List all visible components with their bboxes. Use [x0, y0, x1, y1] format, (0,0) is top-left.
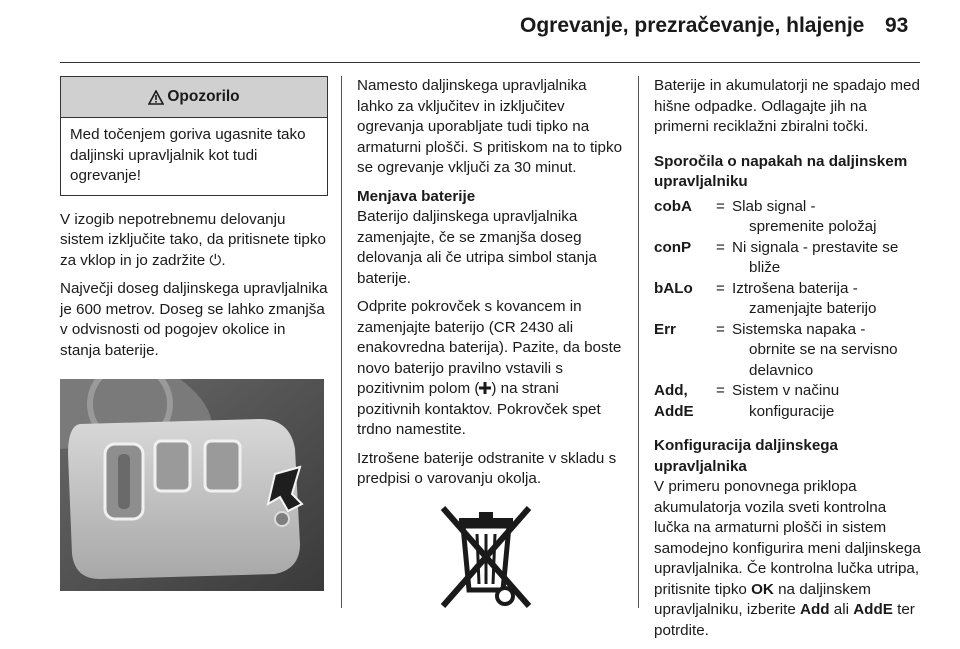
key-add: Add	[800, 601, 830, 618]
error-description	[732, 381, 922, 422]
warning-header	[61, 77, 327, 118]
column-divider-1	[341, 76, 342, 608]
key-ok: OK	[751, 580, 774, 598]
text-span: ali	[829, 601, 854, 618]
error-code	[654, 381, 716, 422]
description-line: obrnite se na servisno	[749, 341, 898, 358]
warning-title: Opozorilo	[167, 87, 240, 105]
error-description	[732, 238, 922, 279]
section-heading: Konfiguracija daljinskega upravljalnika	[654, 437, 838, 475]
description-line: Sistem v načinu	[732, 382, 840, 399]
description-line: Sistemska napaka -	[732, 320, 866, 338]
code-line: AddE	[654, 402, 694, 420]
error-description	[732, 279, 922, 320]
error-description	[732, 320, 922, 382]
text-span: V primeru ponovnega priklopa akumulatorja vozila sveti kontrolna lučka na armaturni plošči in sistem samodejno konfigurira meni daljinskega upravljalnika. Če kontrolna lučka utripa, pritisnite tipko	[654, 478, 921, 598]
dashboard-switch-photo	[60, 379, 324, 591]
section-heading: Sporočila o napakah na daljinskem upravljalniku	[654, 152, 908, 190]
code-line: Add,	[654, 382, 688, 399]
key-adde: AddE	[853, 601, 893, 618]
text-span: Odprite pokrovček s kovancem in zamenjajte baterijo (CR 2430 ali enakovredna baterija). Pazite, da boste novo baterijo pravilno vstavili s pozitivnim polom (	[357, 298, 622, 397]
page-title: Ogrevanje, prezračevanje, hlajenje	[520, 14, 865, 37]
text-span: ter potrdite.	[654, 601, 915, 639]
warning-text: Med točenjem goriva ugasnite tako daljinski upravljalnik kot tudi ogrevanje!	[70, 126, 306, 184]
table-row	[654, 320, 922, 382]
description-line: Ni signala - prestavite se	[732, 238, 899, 256]
page-number: 93	[885, 14, 909, 37]
paragraph: Iztrošene baterije odstranite v skladu s predpisi o varovanju okolja.	[357, 449, 617, 487]
equals-sign: =	[716, 279, 725, 297]
paragraph: Namesto daljinskega upravljalnika lahko za vključitev in izključitev ogrevanja uporabljate tudi tipko na armaturni plošči. S pritiskom na to tipko se ogrevanje vključi za 30 minut.	[357, 77, 623, 176]
error-description	[732, 197, 922, 238]
paragraph	[654, 477, 922, 641]
table-row	[654, 381, 922, 422]
header-divider	[60, 62, 920, 63]
table-row	[654, 238, 922, 279]
equals-sign: =	[716, 382, 725, 399]
equals-sign: =	[716, 238, 725, 256]
column-1	[60, 76, 328, 591]
paragraph	[357, 297, 625, 441]
text-span: ) na strani pozitivnih kontaktov. Pokrovček spet trdno namestite.	[357, 380, 601, 438]
column-2	[357, 76, 625, 616]
plus-symbol-icon	[479, 382, 491, 394]
description-line: delavnico	[749, 361, 814, 379]
paragraph: Baterije in akumulatorji ne spadajo med hišne odpadke. Odlagajte jih na primerni reciklažni zbiralni točki.	[654, 77, 920, 135]
description-line: bliže	[749, 259, 781, 276]
table-row	[654, 197, 922, 238]
column-divider-2	[638, 76, 639, 608]
description-line: spremenite položaj	[749, 218, 877, 235]
paragraph: Največji doseg daljinskega upravljalnika je 600 metrov. Doseg se lahko zmanjša v odvisnosti od pogojev okolice in stanja baterije.	[60, 280, 328, 359]
error-code: Err	[654, 320, 676, 338]
description-line: konfiguracije	[749, 402, 835, 420]
error-code: bALo	[654, 279, 693, 297]
description-line: Iztrošena baterija -	[732, 279, 858, 297]
error-code: cobA	[654, 197, 692, 215]
error-message-table	[654, 197, 922, 423]
section-heading: Menjava baterije	[357, 187, 476, 205]
description-line: Slab signal -	[732, 197, 816, 215]
table-row	[654, 279, 922, 320]
equals-sign: =	[716, 320, 725, 338]
paragraph: Baterijo daljinskega upravljalnika zamenjajte, če se zmanjša doseg delovanja ali če utripa simbol stanja baterije.	[357, 208, 597, 287]
error-code: conP	[654, 238, 692, 256]
paragraph: V izogib nepotrebnemu delovanju sistem izključite tako, da pritisnete tipko za vklop in jo zadržite ⏻.	[60, 210, 326, 269]
equals-sign: =	[716, 197, 725, 215]
text-span: na daljinskem upravljalniku, izberite	[654, 580, 871, 618]
crossed-bin-icon	[439, 504, 625, 617]
description-line: zamenjajte baterijo	[749, 300, 877, 317]
column-3	[654, 76, 922, 649]
warning-triangle-icon	[148, 90, 164, 105]
warning-box	[60, 76, 328, 196]
